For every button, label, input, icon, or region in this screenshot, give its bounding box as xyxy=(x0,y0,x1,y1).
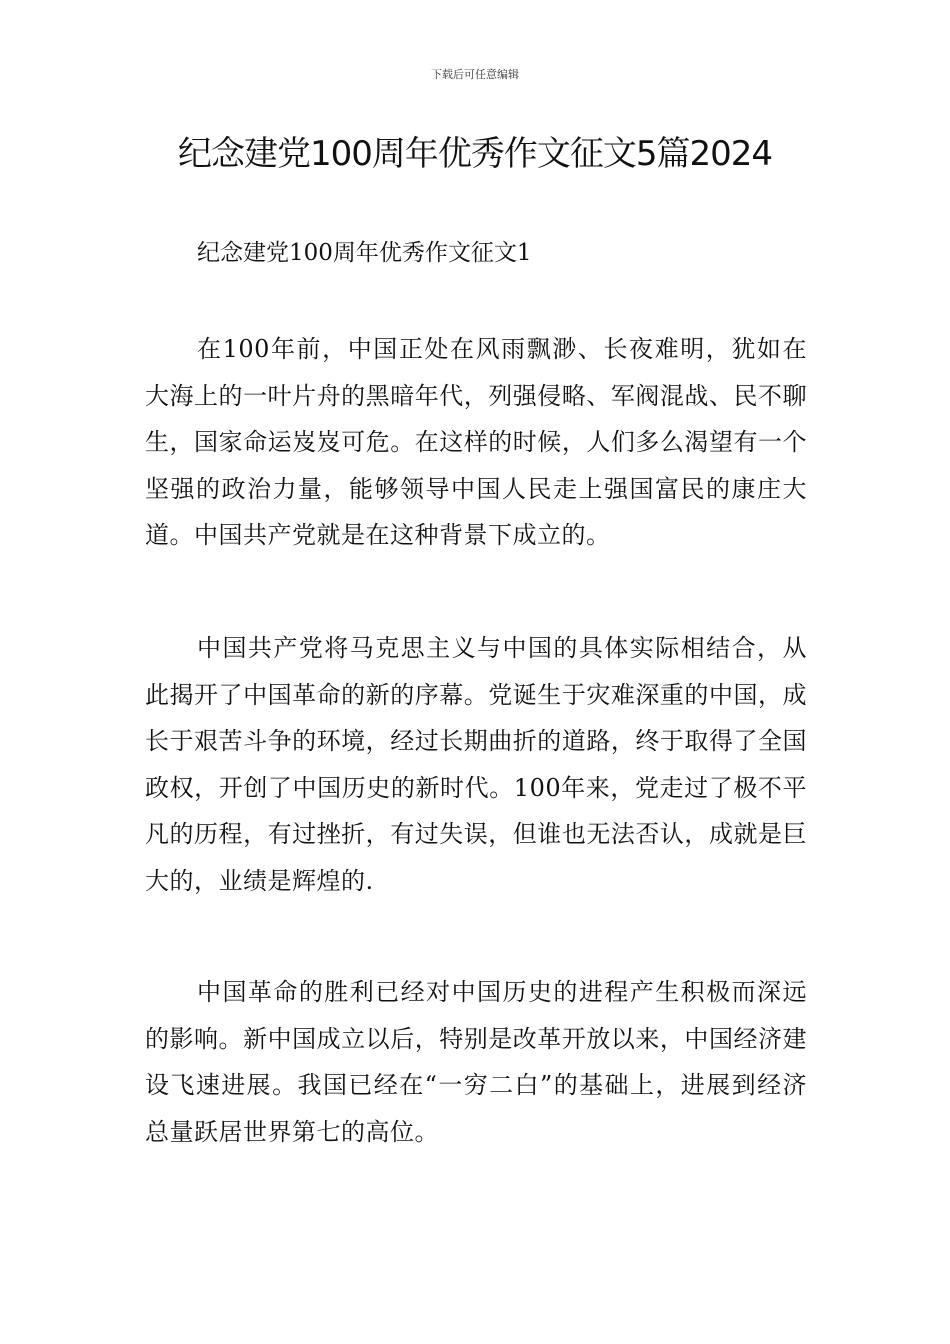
section-subtitle: 纪念建党100周年优秀作文征文1 xyxy=(197,240,532,266)
paragraph-3: 中国革命的胜利已经对中国历史的进程产生积极而深远的影响。新中国成立以后，特别是改革开放以来，中国经济建设飞速进展。我国已经在“一穷二白”的基础上，进展到经济总量跃居世界第七的高位。 xyxy=(145,978,807,1146)
header-note: 下载后可任意编辑 xyxy=(431,68,519,81)
paragraph-2: 中国共产党将马克思主义与中国的具体实际相结合，从此揭开了中国革命的新的序幕。党诞生于灾难深重的中国，成长于艰苦斗争的环境，经过长期曲折的道路，终于取得了全国政权，开创了中国历史的新时代。100年来，党走过了极不平凡的历程，有过挫折，有过失误，但谁也无法否认，成就是巨大的，业绩是辉煌的. xyxy=(145,634,807,895)
paragraph-1: 在100年前，中国正处在风雨飘渺、长夜难明，犹如在大海上的一叶片舟的黑暗年代，列强侵略、军阀混战、民不聊生，国家命运岌岌可危。在这样的时候，人们多么渴望有一个坚强的政治力量，能够领导中国人民走上强国富民的康庄大道。中国共产党就是在这种背景下成立的。 xyxy=(145,335,807,549)
document-title: 纪念建党100周年优秀作文征文5篇2024 xyxy=(177,134,773,174)
